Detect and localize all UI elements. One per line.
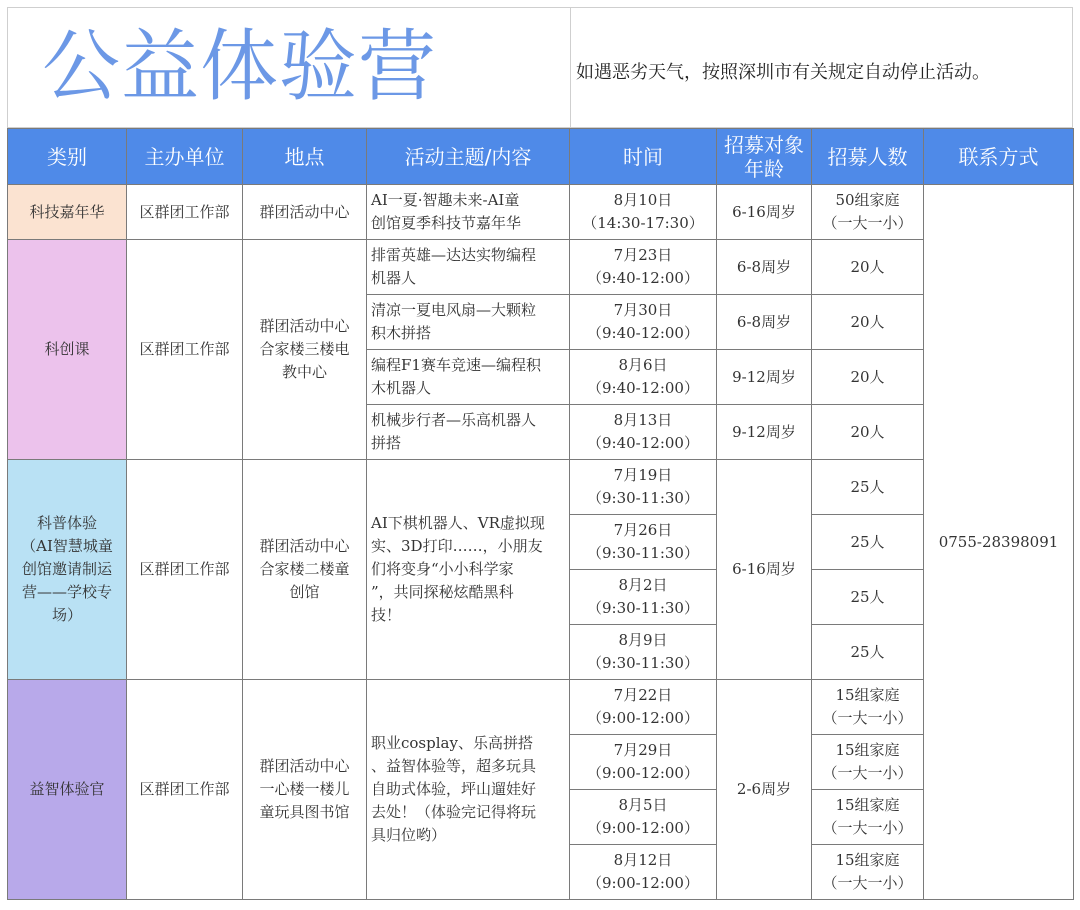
table-row	[8, 680, 1074, 735]
topic-cell	[367, 295, 570, 350]
time-cell	[570, 460, 717, 515]
title-row	[7, 7, 1073, 128]
age-cell: 6-8周岁	[717, 240, 812, 295]
time-cell	[570, 185, 717, 240]
quota-line: 50组家庭	[835, 191, 900, 209]
topic-line: 积木拼搭	[371, 324, 432, 342]
topic-line: 机器人	[371, 269, 417, 287]
quota-line: （一大一小）	[822, 214, 913, 232]
header-contact: 联系方式	[924, 129, 1074, 185]
host-cell: 区群团工作部	[127, 185, 243, 240]
time-range-text: （9:00-12:00）	[587, 764, 699, 782]
category-line: 创馆邀请制运	[21, 560, 112, 578]
topic-cell	[367, 350, 570, 405]
quota-line: （一大一小）	[822, 709, 913, 727]
quota-line: 15组家庭	[835, 796, 900, 814]
topic-cell	[367, 240, 570, 295]
date-text: 8月10日	[613, 191, 673, 209]
time-range-text: （9:40-12:00）	[587, 324, 699, 342]
category-cell	[8, 460, 127, 680]
topic-line: 机械步行者—乐高机器人	[371, 411, 537, 429]
time-cell	[570, 570, 717, 625]
time-range-text: （9:40-12:00）	[587, 379, 699, 397]
category-line: 场）	[51, 606, 82, 624]
date-text: 7月30日	[613, 301, 673, 319]
quota-line: 15组家庭	[835, 741, 900, 759]
location-line: 合家楼二楼童	[259, 560, 350, 578]
topic-line: 清凉一夏电风扇—大颗粒	[371, 301, 537, 319]
poster	[7, 7, 1073, 903]
location-line: 群团活动中心	[259, 202, 350, 221]
date-text: 8月13日	[613, 411, 673, 429]
category-line: 益智体验官	[29, 780, 105, 798]
topic-line: 自助式体验，坪山遛娃好	[371, 780, 537, 798]
location-line: 一心楼一楼儿	[259, 780, 350, 798]
quota-cell: 25人	[812, 515, 924, 570]
time-cell	[570, 625, 717, 680]
topic-line: ”，共同探秘炫酷黑科	[371, 583, 514, 601]
topic-line: 职业cosplay、乐高拼搭	[371, 734, 533, 752]
topic-line: AI下棋机器人、VR虚拟现	[371, 514, 545, 532]
quota-cell	[812, 680, 924, 735]
date-text: 7月19日	[613, 466, 673, 484]
age-cell: 9-12周岁	[717, 350, 812, 405]
time-cell	[570, 350, 717, 405]
date-text: 8月12日	[613, 851, 673, 869]
age-cell: 9-12周岁	[717, 405, 812, 460]
time-range-text: （14:30-17:30）	[582, 214, 704, 232]
location-cell	[243, 460, 367, 680]
time-range-text: （9:30-11:30）	[587, 544, 699, 562]
header-age-line: 招募对象	[724, 132, 804, 157]
topic-line: 们将变身“小小科学家	[371, 560, 514, 578]
topic-line: 实、3D打印……，小朋友	[371, 537, 543, 555]
topic-cell	[367, 460, 570, 680]
topic-line: 排雷英雄—达达实物编程	[371, 246, 537, 264]
topic-cell	[367, 185, 570, 240]
time-range-text: （9:40-12:00）	[587, 434, 699, 452]
location-line: 童玩具图书馆	[259, 803, 350, 821]
host-cell: 区群团工作部	[127, 460, 243, 680]
location-line: 群团活动中心	[259, 537, 350, 555]
age-cell: 2-6周岁	[717, 680, 812, 900]
quota-cell: 25人	[812, 460, 924, 515]
topic-line: 拼搭	[371, 434, 402, 452]
time-cell	[570, 790, 717, 845]
time-range-text: （9:30-11:30）	[587, 599, 699, 617]
time-cell	[570, 240, 717, 295]
date-text: 7月22日	[613, 686, 673, 704]
quota-line: （一大一小）	[822, 764, 913, 782]
host-cell: 区群团工作部	[127, 240, 243, 460]
time-cell	[570, 735, 717, 790]
category-cell	[8, 185, 127, 240]
quota-line: 15组家庭	[835, 851, 900, 869]
time-cell	[570, 845, 717, 900]
time-range-text: （9:30-11:30）	[587, 654, 699, 672]
date-text: 8月9日	[618, 631, 668, 649]
time-range-text: （9:00-12:00）	[587, 874, 699, 892]
header-location: 地点	[243, 129, 367, 185]
quota-cell	[812, 790, 924, 845]
time-cell	[570, 295, 717, 350]
topic-line: 、益智体验等，超多玩具	[371, 757, 537, 775]
time-cell	[570, 515, 717, 570]
contact-cell: 0755-28398091	[924, 185, 1074, 900]
weather-notice: 如遇恶劣天气，按照深圳市有关规定自动停止活动。	[576, 62, 990, 83]
date-text: 8月5日	[618, 796, 668, 814]
location-cell	[243, 185, 367, 240]
quota-cell	[812, 735, 924, 790]
location-line: 群团活动中心	[259, 757, 350, 775]
age-cell: 6-8周岁	[717, 295, 812, 350]
topic-line: 技！	[371, 606, 402, 624]
header-row	[8, 129, 1074, 185]
table-row	[8, 185, 1074, 240]
category-line: 科创课	[44, 340, 90, 358]
header-host: 主办单位	[127, 129, 243, 185]
date-text: 7月26日	[613, 521, 673, 539]
quota-line: 15组家庭	[835, 686, 900, 704]
header-topic: 活动主题/内容	[367, 129, 570, 185]
header-quota: 招募人数	[812, 129, 924, 185]
topic-line: AI一夏·智趣未来-AI童	[371, 191, 520, 209]
quota-cell	[812, 845, 924, 900]
category-cell	[8, 240, 127, 460]
location-line: 合家楼三楼电	[259, 340, 350, 358]
category-line: （AI智慧城童	[21, 537, 113, 555]
date-text: 8月6日	[618, 356, 668, 374]
time-cell	[570, 680, 717, 735]
category-line: 营——学校专	[21, 583, 112, 601]
date-text: 7月29日	[613, 741, 673, 759]
header-age-line: 年龄	[744, 156, 784, 181]
location-cell	[243, 240, 367, 460]
time-range-text: （9:30-11:30）	[587, 489, 699, 507]
quota-cell: 20人	[812, 350, 924, 405]
category-cell	[8, 680, 127, 900]
quota-cell: 20人	[812, 240, 924, 295]
title-divider	[570, 8, 571, 129]
location-cell	[243, 680, 367, 900]
topic-cell	[367, 405, 570, 460]
location-line: 群团活动中心	[259, 317, 350, 335]
time-cell	[570, 405, 717, 460]
quota-cell: 25人	[812, 570, 924, 625]
age-cell: 6-16周岁	[717, 185, 812, 240]
header-age	[717, 129, 812, 185]
page-title: 公益体验营	[42, 22, 438, 112]
time-range-text: （9:00-12:00）	[587, 819, 699, 837]
host-cell: 区群团工作部	[127, 680, 243, 900]
quota-line: （一大一小）	[822, 874, 913, 892]
activity-table	[7, 128, 1074, 900]
location-line: 教中心	[281, 363, 327, 381]
date-text: 7月23日	[613, 246, 673, 264]
time-range-text: （9:40-12:00）	[587, 269, 699, 287]
topic-line: 木机器人	[371, 379, 432, 397]
category-line: 科普体验	[36, 514, 97, 532]
quota-cell: 20人	[812, 295, 924, 350]
table-row	[8, 460, 1074, 515]
quota-cell: 20人	[812, 405, 924, 460]
category-line: 科技嘉年华	[29, 202, 105, 221]
header-time: 时间	[570, 129, 717, 185]
quota-cell	[812, 185, 924, 240]
topic-line: 编程F1赛车竞速—编程积	[371, 356, 541, 374]
date-text: 8月2日	[618, 576, 668, 594]
location-line: 创馆	[289, 583, 320, 601]
table-row	[8, 240, 1074, 295]
topic-line: 具归位哟）	[371, 826, 447, 844]
age-cell: 6-16周岁	[717, 460, 812, 680]
quota-cell: 25人	[812, 625, 924, 680]
topic-line: 去处！（体验完记得将玩	[371, 803, 537, 821]
header-category: 类别	[8, 129, 127, 185]
topic-cell	[367, 680, 570, 900]
topic-line: 创馆夏季科技节嘉年华	[371, 214, 522, 232]
time-range-text: （9:00-12:00）	[587, 709, 699, 727]
quota-line: （一大一小）	[822, 819, 913, 837]
